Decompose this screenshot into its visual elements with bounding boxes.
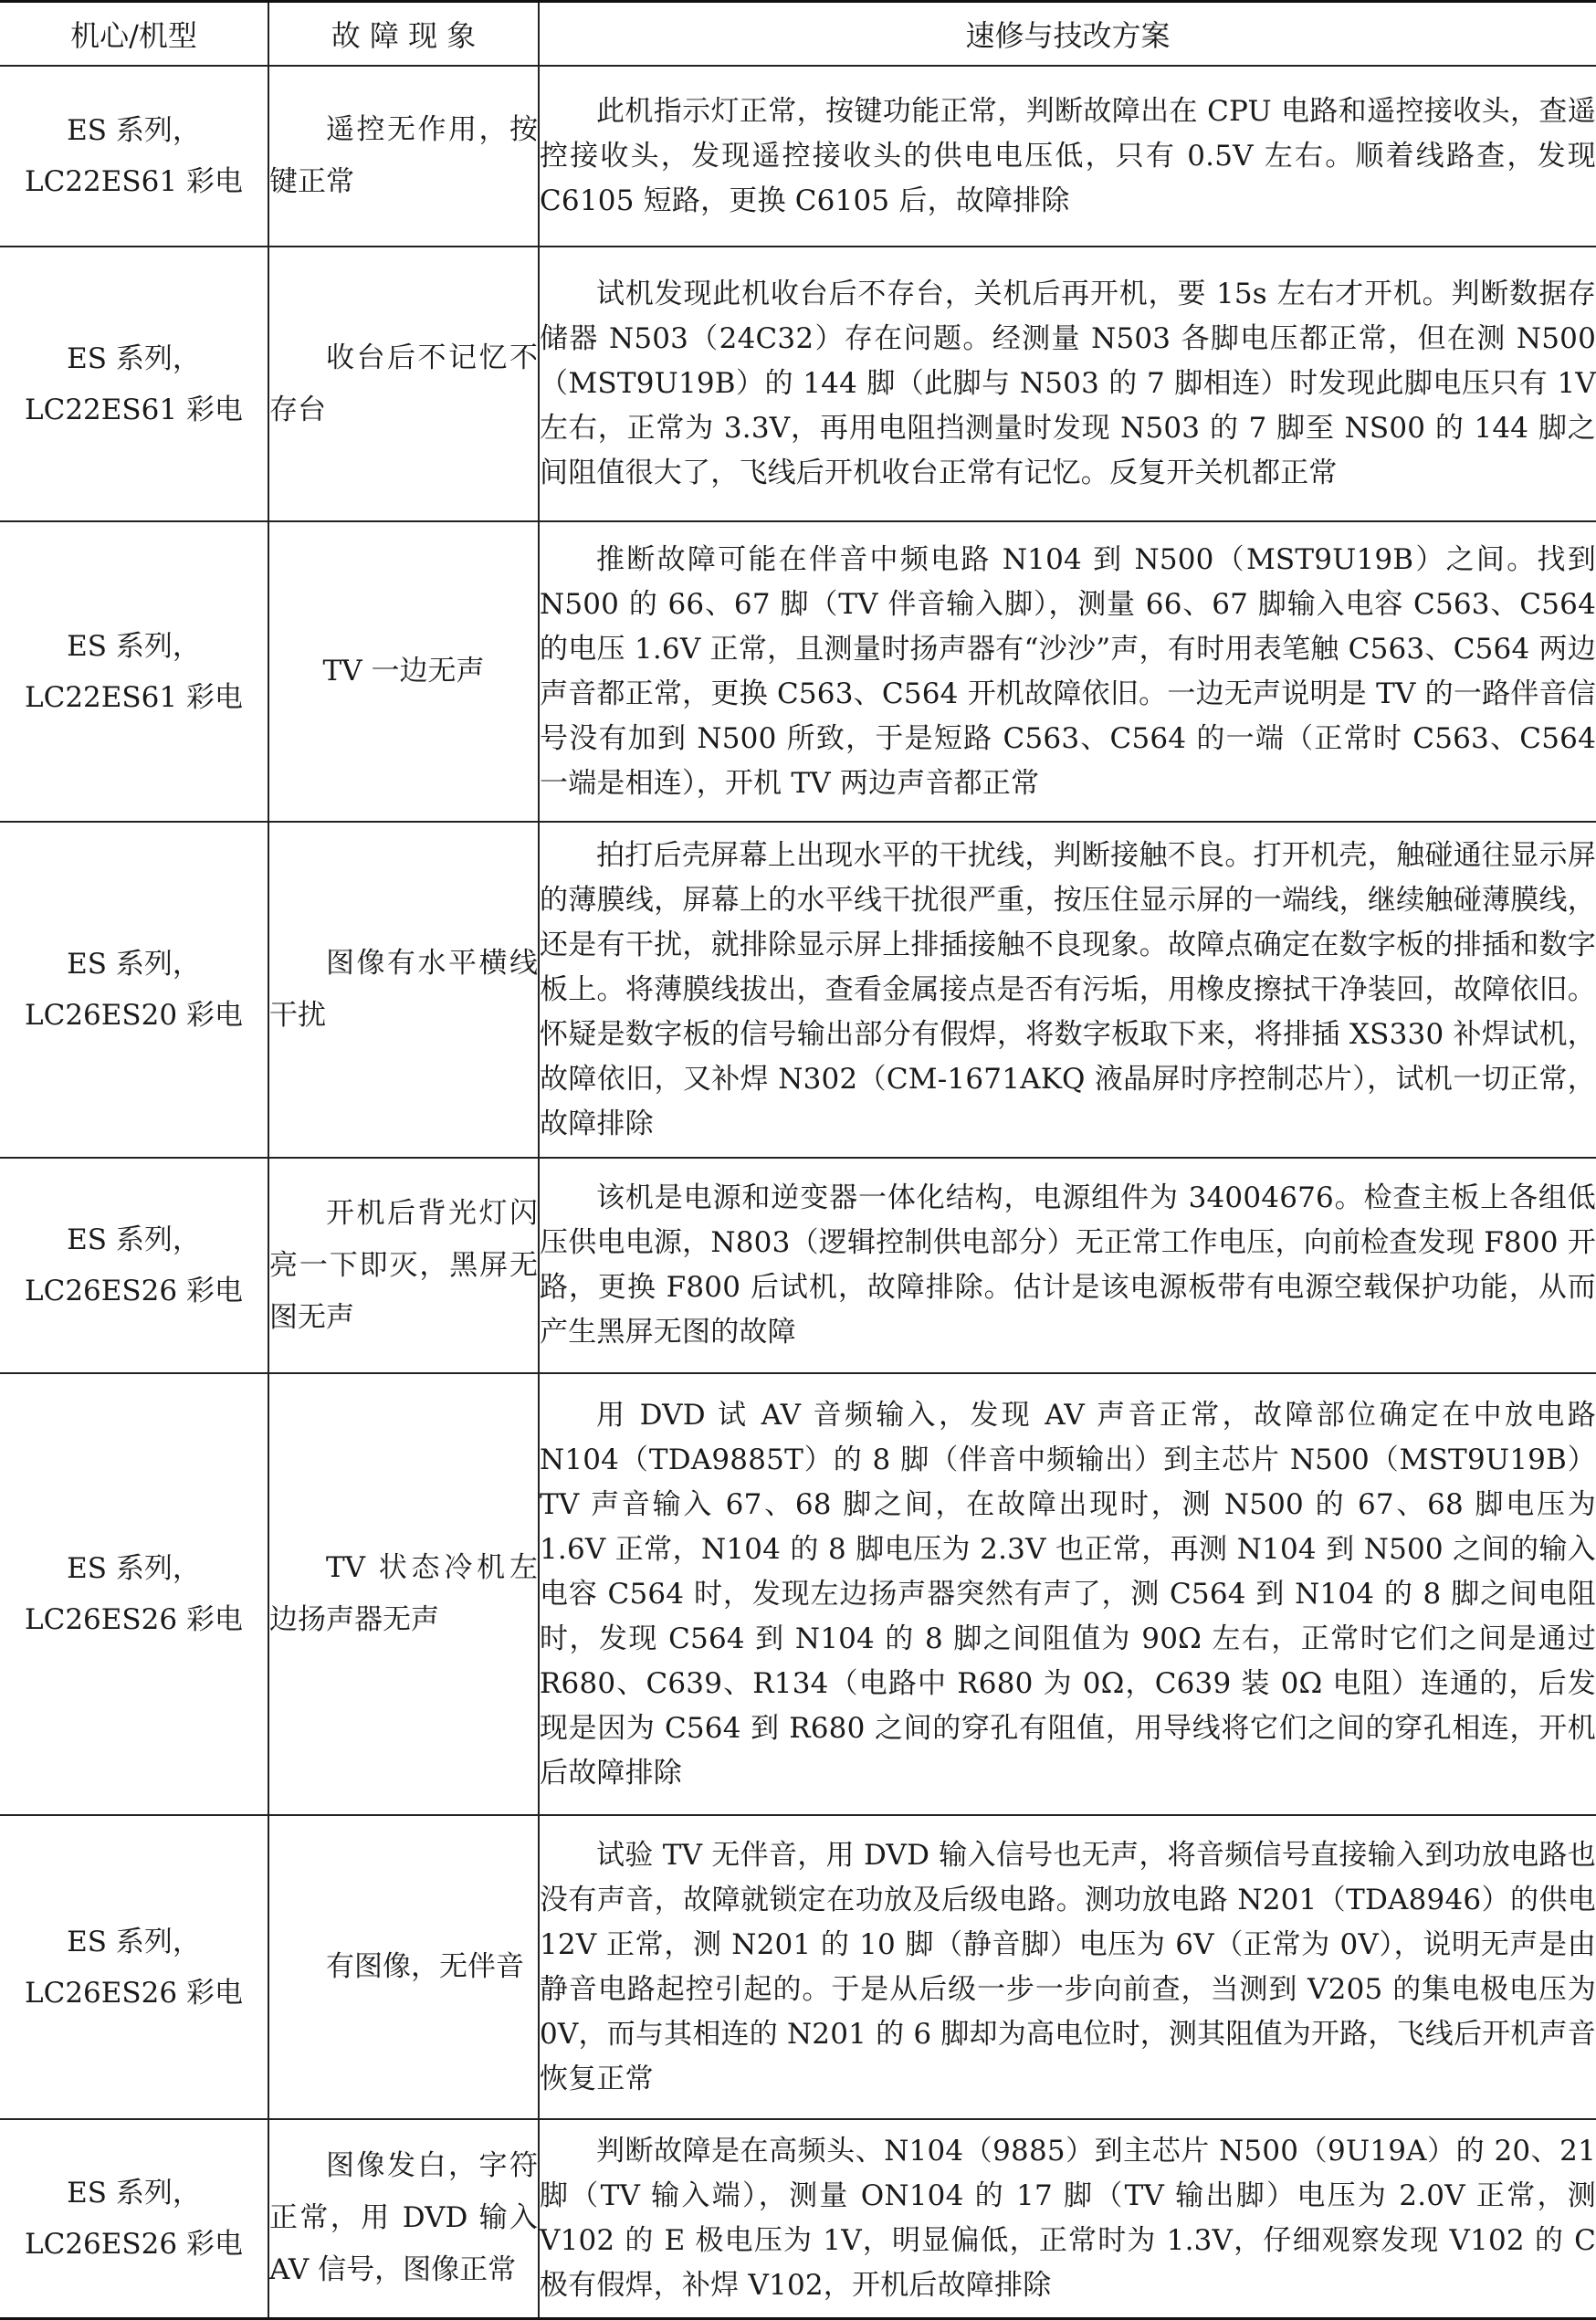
model-cell: ES 系列， LC26ES26 彩电	[0, 2119, 268, 2318]
table-row	[0, 2119, 1596, 2318]
table-row	[0, 1815, 1596, 2119]
fix-cell: 此机指示灯正常，按键功能正常，判断故障出在 CPU 电路和遥控接收头，查遥控接收头，发现遥控接收头的供电电压低，只有 0.5V 左右。顺着线路查，发现 C6105 短路，更换 C6105 后，故障排除	[539, 66, 1596, 247]
model-cell: ES 系列， LC26ES20 彩电	[0, 822, 268, 1158]
fault-cell: 有图像，无伴音	[268, 1815, 539, 2119]
model-cell: ES 系列， LC26ES26 彩电	[0, 1373, 268, 1815]
model-cell: ES 系列， LC26ES26 彩电	[0, 1815, 268, 2119]
model-cell: ES 系列， LC22ES61 彩电	[0, 66, 268, 247]
header-row	[0, 2, 1596, 67]
table-row	[0, 1373, 1596, 1815]
fix-cell: 用 DVD 试 AV 音频输入，发现 AV 声音正常，故障部位确定在中放电路 N104（TDA9885T）的 8 脚（伴音中频输出）到主芯片 N500（MST9U19B）TV 声音输入 67、68 脚之间，在故障出现时，测 N500 的 67、68 脚电压为 1.6V 正常，N104 的 8 脚电压为 2.3V 也正常，再测 N104 到 N500 之间的输入电容 C564 时，发现左边扬声器突然有声了，测 C564 到 N104 的 8 脚之间电阻时，发现 C564 到 N104 的 8 脚之间阻值为 90Ω 左右，正常时它们之间是通过 R680、C639、R134（电路中 R680 为 0Ω，C639 装 0Ω 电阻）连通的，后发现是因为 C564 到 R680 之间的穿孔有阻值，用导线将它们之间的穿孔相连，开机后故障排除	[539, 1373, 1596, 1815]
header-fault: 故 障 现 象	[268, 2, 539, 67]
fix-cell: 判断故障是在高频头、N104（9885）到主芯片 N500（9U19A）的 20、21 脚（TV 输入端），测量 ON104 的 17 脚（TV 输出脚）电压为 2.0V 正常，测 V102 的 E 极电压为 1V，明显偏低，正常时为 1.3V，仔细观察发现 V102 的 C 极有假焊，补焊 V102，开机后故障排除	[539, 2119, 1596, 2318]
fault-cell: 图像发白，字符正常，用 DVD 输入 AV 信号，图像正常	[268, 2119, 539, 2318]
fix-cell: 拍打后壳屏幕上出现水平的干扰线，判断接触不良。打开机壳，触碰通往显示屏的薄膜线，屏幕上的水平线干扰很严重，按压住显示屏的一端线，继续触碰薄膜线，还是有干扰，就排除显示屏上排插接触不良现象。故障点确定在数字板的排插和数字板上。将薄膜线拔出，查看金属接点是否有污垢，用橡皮擦拭干净装回，故障依旧。怀疑是数字板的信号输出部分有假焊，将数字板取下来，将排插 XS330 补焊试机，故障依旧，又补焊 N302（CM-1671AKQ 液晶屏时序控制芯片），试机一切正常，故障排除	[539, 822, 1596, 1158]
table-row	[0, 66, 1596, 247]
table-row	[0, 822, 1596, 1158]
fault-cell: 收台后不记忆不存台	[268, 247, 539, 521]
fault-cell: 遥控无作用，按键正常	[268, 66, 539, 247]
fix-cell: 该机是电源和逆变器一体化结构，电源组件为 34004676。检查主板上各组低压供电电源，N803（逻辑控制供电部分）无正常工作电压，向前检查发现 F800 开路，更换 F800 后试机，故障排除。估计是该电源板带有电源空载保护功能，从而产生黑屏无图的故障	[539, 1158, 1596, 1373]
table-row	[0, 247, 1596, 521]
table-row	[0, 1158, 1596, 1373]
header-model: 机心/机型	[0, 2, 268, 67]
fix-cell: 试验 TV 无伴音，用 DVD 输入信号也无声，将音频信号直接输入到功放电路也没有声音，故障就锁定在功放及后级电路。测功放电路 N201（TDA8946）的供电 12V 正常，测 N201 的 10 脚（静音脚）电压为 6V（正常为 0V），说明无声是由静音电路起控引起的。于是从后级一步一步向前查，当测到 V205 的集电极电压为 0V，而与其相连的 N201 的 6 脚却为高电位时，测其阻值为开路，飞线后开机声音恢复正常	[539, 1815, 1596, 2119]
table-row	[0, 521, 1596, 822]
fix-cell: 推断故障可能在伴音中频电路 N104 到 N500（MST9U19B）之间。找到 N500 的 66、67 脚（TV 伴音输入脚），测量 66、67 脚输入电容 C563、C564 的电压 1.6V 正常，且测量时扬声器有“沙沙”声，有时用表笔触 C563、C564 两边声音都正常，更换 C563、C564 开机故障依旧。一边无声说明是 TV 的一路伴音信号没有加到 N500 所致，于是短路 C563、C564 的一端（正常时 C563、C564 一端是相连），开机 TV 两边声音都正常	[539, 521, 1596, 822]
fix-cell: 试机发现此机收台后不存台，关机后再开机，要 15s 左右才开机。判断数据存储器 N503（24C32）存在问题。经测量 N503 各脚电压都正常，但在测 N500（MST9U19B）的 144 脚（此脚与 N503 的 7 脚相连）时发现此脚电压只有 1V 左右，正常为 3.3V，再用电阻挡测量时发现 N503 的 7 脚至 NS00 的 144 脚之间阻值很大了，飞线后开机收台正常有记忆。反复开关机都正常	[539, 247, 1596, 521]
model-cell: ES 系列， LC26ES26 彩电	[0, 1158, 268, 1373]
model-cell: ES 系列， LC22ES61 彩电	[0, 247, 268, 521]
fault-cell: TV 一边无声	[268, 521, 539, 822]
header-fix: 速修与技改方案	[539, 2, 1596, 67]
fault-cell: 开机后背光灯闪亮一下即灭，黑屏无图无声	[268, 1158, 539, 1373]
fault-cell: 图像有水平横线干扰	[268, 822, 539, 1158]
model-cell: ES 系列， LC22ES61 彩电	[0, 521, 268, 822]
fault-cell: TV 状态冷机左边扬声器无声	[268, 1373, 539, 1815]
